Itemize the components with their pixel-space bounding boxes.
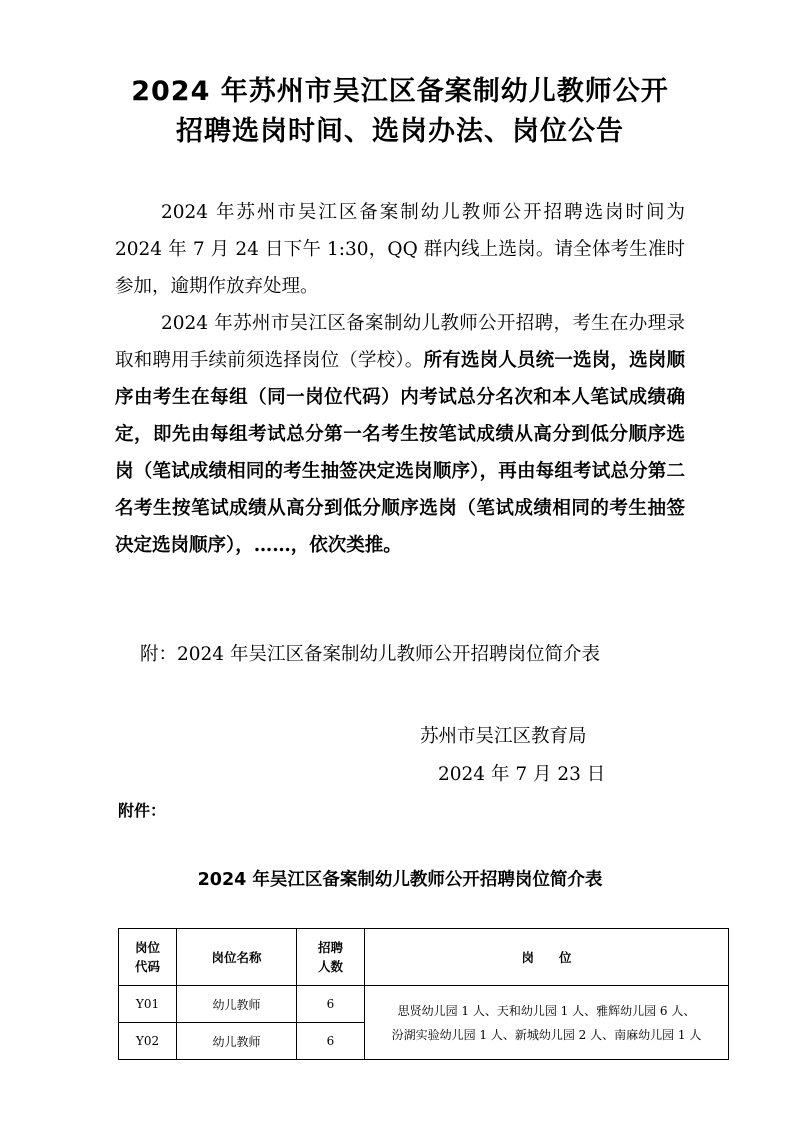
table-row bbox=[119, 986, 729, 1023]
header-code-line-2: 代码 bbox=[134, 959, 160, 974]
positions-line-2: 汾湖实验幼儿园 1 人、新城幼儿园 2 人、南麻幼儿园 1 人 bbox=[391, 1027, 702, 1042]
signature-organization: 苏州市吴江区教育局 bbox=[420, 726, 587, 747]
row-name: 幼儿教师 bbox=[177, 1023, 297, 1060]
header-code-line-1: 岗位 bbox=[134, 940, 160, 955]
positions-table bbox=[118, 928, 729, 1060]
paragraph-selection-method bbox=[115, 305, 685, 564]
paragraph-selection-time-text: 2024 年苏州市吴江区备案制幼儿教师公开招聘选岗时间为 2024 年 7 月 24 日下午 1:30，QQ 群内线上选岗。请全体考生准时参加，逾期作放弃处理。 bbox=[115, 202, 685, 297]
positions-cell bbox=[365, 986, 729, 1060]
header-position-code bbox=[119, 929, 177, 986]
attachment-note: 附：2024 年吴江区备案制幼儿教师公开招聘岗位简介表 bbox=[140, 644, 600, 665]
header-hire-count bbox=[297, 929, 365, 986]
signature-date: 2024 年 7 月 23 日 bbox=[438, 764, 606, 785]
paragraph-selection-time bbox=[115, 194, 685, 305]
header-count-line-2: 人数 bbox=[317, 959, 343, 974]
row-code: Y02 bbox=[119, 1023, 177, 1060]
paragraph-method-normal-text: 2024 年苏州市吴江区备案制幼儿教师公开招聘，考生在办理录取和聘用手续前须选择岗位（学校）。 bbox=[115, 313, 685, 371]
row-name: 幼儿教师 bbox=[177, 986, 297, 1023]
header-position-name: 岗位名称 bbox=[177, 929, 297, 986]
header-positions: 岗 位 bbox=[365, 929, 729, 986]
row-count: 6 bbox=[297, 1023, 365, 1060]
row-count: 6 bbox=[297, 986, 365, 1023]
positions-line-1: 思贤幼儿园 1 人、天和幼儿园 1 人、雅辉幼儿园 6 人、 bbox=[397, 1003, 696, 1018]
table-title: 2024 年吴江区备案制幼儿教师公开招聘岗位简介表 bbox=[197, 870, 603, 890]
attachment-label: 附件： bbox=[118, 801, 167, 820]
table-header-row bbox=[119, 929, 729, 986]
row-code: Y01 bbox=[119, 986, 177, 1023]
header-count-line-1: 招聘 bbox=[317, 940, 343, 955]
document-title-line-1: 2024 年苏州市吴江区备案制幼儿教师公开 bbox=[131, 76, 669, 107]
paragraph-method-bold-text: 所有选岗人员统一选岗，选岗顺序由考生在每组（同一岗位代码）内考试总分名次和本人笔试成绩确定，即先由每组考试总分第一名考生按笔试成绩从高分到低分顺序选岗（笔试成绩相同的考生抽签决定选岗顺序），再由每组考试总分第二名考生按笔试成绩从高分到低分顺序选岗（笔试成绩相同的考生抽签决定选岗顺序），……，依次类推。 bbox=[115, 350, 685, 556]
document-title-line-2: 招聘选岗时间、选岗办法、岗位公告 bbox=[176, 116, 624, 147]
